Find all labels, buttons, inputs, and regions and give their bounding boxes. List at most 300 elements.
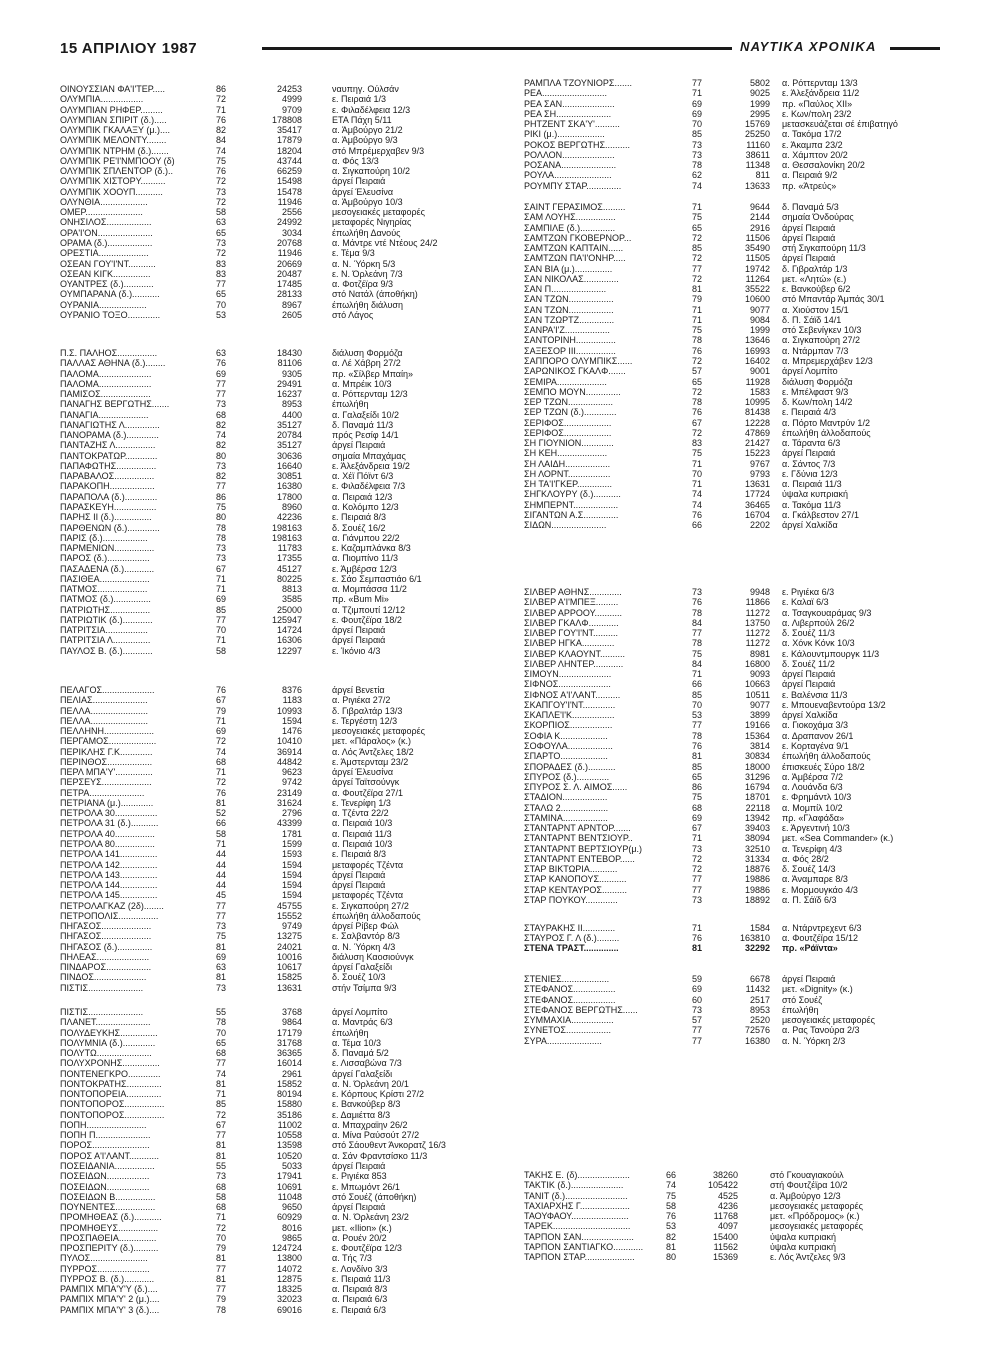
build-year: 74 bbox=[216, 430, 227, 441]
ship-name: ΠΟΛΥΜΝΙΑ (δ.)............. bbox=[60, 1037, 156, 1048]
ship-status: άργεί Πειραιά bbox=[782, 974, 836, 984]
ship-name: ΡΕΑ ΣΗ...................... bbox=[524, 108, 612, 119]
ship-status: πρός Ρεσίφ 14/1 bbox=[332, 430, 399, 441]
tonnage: 24253 bbox=[276, 84, 302, 94]
ship-name: ΣΑΜΤΖΩΝ ΠΑ'Ι'ΟΝΗΡ..... bbox=[524, 253, 626, 264]
ship-name: ΠΕΤΡΟΛΑ 145............... bbox=[60, 890, 158, 901]
ship-name: ΠΟΣΕΙΔΩΝ................. bbox=[60, 1171, 150, 1182]
ship-status: άργεί Χαλκίδα bbox=[782, 710, 838, 721]
ship-status: α. Άμβέρσα 7/2 bbox=[782, 771, 843, 782]
build-year: 57 bbox=[692, 1015, 703, 1026]
ship-name: ΠΑΤΡΙΤΣΙΑ Λ............... bbox=[60, 635, 151, 646]
ship-status: στό Σάουθεντ Άνκορατζ 16/3 bbox=[332, 1140, 446, 1151]
tonnage: 16704 bbox=[744, 509, 770, 520]
build-year: 72 bbox=[216, 1109, 227, 1120]
tonnage: 16640 bbox=[276, 460, 302, 471]
ship-status: δ. Π. Σάϊδ 14/1 bbox=[782, 314, 842, 325]
tonnage: 1594 bbox=[281, 890, 302, 901]
build-year: 70 bbox=[692, 468, 703, 479]
build-year: 75 bbox=[216, 155, 227, 166]
build-year: 76 bbox=[692, 345, 703, 356]
ship-name: ΠΑΝΤΟΚΡΑΤΩΡ............. bbox=[60, 450, 158, 461]
ship-status: δ. Παναμά 5/3 bbox=[782, 202, 839, 212]
build-year: 73 bbox=[216, 186, 227, 197]
tonnage: 15498 bbox=[276, 176, 302, 187]
ship-name: ΡΟΚΟΣ ΒΕΡΓΩΤΗΣ.......... bbox=[524, 139, 631, 150]
tonnage: 18876 bbox=[744, 864, 770, 874]
ship-name: ΣΙΛΒΕΡ ΓΟΥ'Ι'ΝΤ.......... bbox=[524, 628, 619, 639]
build-year: 74 bbox=[216, 145, 227, 156]
tonnage: 20784 bbox=[276, 430, 302, 441]
ship-status: άργεί Πειραιά bbox=[332, 635, 386, 646]
ship-status: ε. Τενερίφη 1/3 bbox=[332, 797, 391, 808]
tonnage: 38260 bbox=[712, 1170, 738, 1180]
ship-status: α. Μπρεμερχάβεν 12/3 bbox=[782, 355, 873, 366]
ship-status: α. Σάν Φραντσίσκο 11/3 bbox=[332, 1150, 428, 1161]
tonnage: 35490 bbox=[744, 243, 770, 254]
ship-name: ΠΟΡΟΣ....................... bbox=[60, 1140, 150, 1151]
tonnage: 10511 bbox=[745, 689, 770, 700]
build-year: 66 bbox=[692, 520, 703, 531]
ship-name: ΟΡΑ'Ι'ΟΝ...................... bbox=[60, 227, 153, 238]
ship-status: α. Μπαχραϊην 26/2 bbox=[332, 1119, 408, 1130]
ship-name: ΣΗΓΚΛΟΥΡΥ (δ.)........... bbox=[524, 489, 621, 500]
ship-name: ΠΕΤΡΑ...................... bbox=[60, 787, 145, 798]
ship-status: άργεί Πειραιά bbox=[332, 869, 386, 880]
ship-status: μετασκευάζεται σέ έπιβατηγό bbox=[782, 119, 898, 130]
build-year: 77 bbox=[692, 1035, 703, 1046]
ship-status: δ. Παναμά 11/3 bbox=[332, 419, 394, 430]
ship-name: ΠΕΡΙΝΘΟΣ.................. bbox=[60, 756, 153, 767]
tonnage: 4236 bbox=[717, 1200, 738, 1211]
ship-status: ε. Φουτζέϊρα 18/2 bbox=[332, 614, 402, 625]
build-year: 86 bbox=[216, 491, 227, 502]
ship-status: α. Ν. Ύόρκη 2/3 bbox=[782, 1035, 846, 1046]
ship-name: ΠΟΛΥΔΕΥΚΗΣ............... bbox=[60, 1027, 158, 1038]
ship-status: α. Γιάνμπου 22/2 bbox=[332, 532, 400, 543]
ship-status: ε. Πειραιά 6/3 bbox=[332, 1304, 387, 1315]
tonnage: 15400 bbox=[712, 1231, 738, 1242]
build-year: 68 bbox=[692, 802, 703, 813]
ship-status: ε. Σαλβαντόρ 8/3 bbox=[332, 931, 400, 942]
ship-status: ε. Άλεξάνδρεια 11/2 bbox=[782, 88, 860, 99]
tonnage: 30636 bbox=[276, 450, 302, 461]
ship-name: ΠΑΜΙΣΟΣ.................... bbox=[60, 389, 151, 400]
ship-name: ΠΗΓΑΣΟΣ.................... bbox=[60, 931, 152, 942]
ship-name: ΟΥΡΑΝΙΑ................... bbox=[60, 299, 147, 310]
build-year: 78 bbox=[692, 335, 703, 346]
ship-name: ΠΙΝΔΑΡΟΣ.................. bbox=[60, 962, 152, 973]
ship-status: μεταφορές Νιγηρίας bbox=[332, 217, 412, 228]
ship-status: άργεί Βενετία bbox=[332, 685, 385, 695]
ship-name: ΟΛΥΜΠΙΚ ΣΠΛΕΝΤΟΡ (δ.).. bbox=[60, 166, 173, 177]
ship-name: ΣΤΑΝΤΑΡΝΤ ΒΕΝΤΣΙΟΥΡ.. bbox=[524, 833, 633, 844]
tonnage: 8960 bbox=[281, 501, 302, 512]
build-year: 70 bbox=[216, 299, 227, 310]
tonnage: 38611 bbox=[745, 149, 770, 160]
ship-name: ΣΑΝ ΒΙΑ (μ.)............... bbox=[524, 263, 613, 274]
build-year: 77 bbox=[216, 1263, 227, 1274]
ship-name: ΟΛΥΜΠΙΑΝ ΣΠΙΡΙΤ (δ.)..... bbox=[60, 114, 167, 125]
tonnage: 13633 bbox=[744, 180, 770, 191]
tonnage: 9001 bbox=[749, 366, 770, 377]
build-year: 77 bbox=[692, 628, 703, 639]
build-year: 72 bbox=[692, 355, 703, 366]
tonnage: 18892 bbox=[744, 894, 770, 905]
build-year: 66 bbox=[692, 679, 703, 690]
build-year: 81 bbox=[216, 1140, 227, 1151]
tonnage: 2517 bbox=[749, 994, 770, 1005]
ship-name: ΠΑΛΛΑΣ ΑΘΗΝΑ (δ.)........ bbox=[60, 358, 166, 369]
ship-status: ε. Κάλουντμπουργκ 11/3 bbox=[782, 648, 880, 659]
ship-name: ΟΛΥΜΠΙΚ ΝΤΡΗΜ (δ.)....... bbox=[60, 145, 169, 156]
ship-status: ε. Σιγκαπούρη 27/2 bbox=[332, 900, 409, 911]
build-year: 76 bbox=[216, 358, 227, 369]
tonnage: 11272 bbox=[745, 607, 770, 618]
tonnage: 1594 bbox=[281, 880, 302, 891]
build-year: 77 bbox=[216, 1130, 227, 1141]
ship-status: πρ. «Bum Mi» bbox=[332, 594, 389, 605]
ship-status: μεταφορές Τζέντα bbox=[332, 890, 404, 901]
tonnage: 11505 bbox=[745, 253, 770, 264]
build-year: 72 bbox=[216, 248, 227, 259]
ship-name: ΟΛΥΜΠΙΑ................. bbox=[60, 94, 144, 105]
build-year: 77 bbox=[216, 614, 227, 625]
tonnage: 11348 bbox=[745, 160, 770, 171]
ship-name: ΟΥΡΑΝΙΟ ΤΟΞΟ............. bbox=[60, 309, 161, 320]
tonnage: 18701 bbox=[744, 792, 770, 803]
ship-status: ΕΤΑ Πάχη 5/11 bbox=[332, 114, 392, 125]
tonnage: 2916 bbox=[749, 222, 770, 233]
ship-status: ε. Λονδίνο 3/3 bbox=[332, 1263, 388, 1274]
tonnage: 81106 bbox=[277, 358, 302, 369]
ship-status: διάλυση Φορμόζα bbox=[332, 348, 403, 358]
build-year: 53 bbox=[216, 309, 227, 320]
ship-status: άργεί Πειραιά bbox=[782, 232, 836, 243]
ship-name: ΠΕΤΡΟΛΑ 30................. bbox=[60, 808, 158, 819]
tonnage: 25250 bbox=[744, 129, 770, 140]
ship-status: πρ. «Άτρεύς» bbox=[782, 180, 837, 191]
ship-name: ΣΙΛΒΕΡ ΓΚΑΛΦ............ bbox=[524, 617, 619, 628]
build-year: 81 bbox=[216, 1150, 227, 1161]
build-year: 58 bbox=[216, 645, 227, 656]
build-year: 70 bbox=[216, 1232, 227, 1243]
tonnage: 10558 bbox=[276, 1130, 302, 1141]
build-year: 76 bbox=[216, 787, 227, 798]
ship-name: ΠΑΡΗΣ ΙΙ (δ.)............... bbox=[60, 512, 152, 523]
ship-name: Π.Σ. ΠΑΛΗΟΣ................ bbox=[60, 348, 158, 358]
build-year: 68 bbox=[216, 756, 227, 767]
build-year: 73 bbox=[216, 399, 227, 410]
ship-name: ΠΑΛΟΜΑ..................... bbox=[60, 378, 152, 389]
header-rule bbox=[262, 47, 732, 50]
ship-name: ΣΗ ΓΙΟΥΝΙΟΝ............. bbox=[524, 438, 614, 449]
ship-status: ε. Μπέλφαστ 9/3 bbox=[782, 386, 849, 397]
build-year: 82 bbox=[216, 440, 227, 451]
ship-name: ΠΕΤΡΙΑΝΑ (μ.)............. bbox=[60, 797, 154, 808]
ship-name: ΣΕΡ ΤΖΩΝ (δ.)............. bbox=[524, 407, 617, 418]
ship-status: α. Τζιμπουτί 12/12 bbox=[332, 604, 406, 615]
tonnage: 15880 bbox=[276, 1099, 302, 1110]
tonnage: 1584 bbox=[749, 923, 770, 933]
ship-name: ΡΗΤΖΕΝΤ ΣΚΑ'Υ'.......... bbox=[524, 119, 620, 130]
ship-status: δ. Παναμά 5/2 bbox=[332, 1048, 389, 1059]
ship-name: ΤΑΡΕΚ............................... bbox=[524, 1221, 631, 1232]
tonnage: 9749 bbox=[281, 921, 302, 932]
ship-status: ε. Άλεξάνδρεια 19/2 bbox=[332, 460, 410, 471]
build-year: 81 bbox=[216, 1273, 227, 1284]
ship-status: δ. Σουέζ 14/3 bbox=[782, 864, 836, 874]
ship-status: α. Σάντος 7/3 bbox=[782, 458, 836, 469]
build-year: 76 bbox=[216, 166, 227, 177]
tonnage: 38094 bbox=[744, 833, 770, 844]
ship-status: α. Λός Άντζελες 18/2 bbox=[332, 746, 414, 757]
ship-status: άργεί Πειραιά bbox=[332, 625, 386, 636]
tonnage: 13631 bbox=[744, 479, 770, 490]
tonnage: 36465 bbox=[744, 499, 770, 510]
tonnage: 14072 bbox=[276, 1263, 302, 1274]
ship-name: ΠΑΝΤΑΖΗΣ Λ................ bbox=[60, 440, 156, 451]
ship-name: ΠΙΣΤΙΣ...................... bbox=[60, 982, 144, 993]
tonnage: 9025 bbox=[749, 88, 770, 99]
ship-status: α. Γαλαξείδι 10/2 bbox=[332, 409, 399, 420]
tonnage: 8953 bbox=[749, 1004, 770, 1015]
ship-status: ε. Βανκούβερ 6/2 bbox=[782, 284, 851, 295]
ship-status: έπωλήθη Δανούς bbox=[332, 227, 401, 238]
tonnage: 11768 bbox=[713, 1211, 738, 1222]
build-year: 58 bbox=[666, 1200, 677, 1211]
tonnage: 10520 bbox=[276, 1150, 302, 1161]
build-year: 75 bbox=[692, 648, 703, 659]
ship-status: α. Δραπανον 26/1 bbox=[782, 730, 854, 741]
ship-status: στό Νατάλ (άποθήκη) bbox=[332, 289, 418, 300]
ship-status: διάλυση Φορμόζα bbox=[782, 376, 853, 387]
ship-name: ΤΑΚΤΙΚ (δ.)..................... bbox=[524, 1180, 624, 1191]
ship-status: έπωλήθη bbox=[782, 1004, 819, 1015]
build-year: 73 bbox=[692, 587, 703, 597]
ship-status: ε. Άμβέρσα 12/3 bbox=[332, 563, 397, 574]
ship-status: α. Ρόττερνταμ 12/3 bbox=[332, 389, 408, 400]
ship-status: ε. Φουτζέϊρα 12/3 bbox=[332, 1243, 402, 1254]
build-year: 60 bbox=[692, 994, 703, 1005]
build-year: 53 bbox=[692, 710, 703, 721]
build-year: 69 bbox=[216, 951, 227, 962]
tonnage: 13598 bbox=[276, 1140, 302, 1151]
build-year: 75 bbox=[692, 325, 703, 336]
tonnage: 15852 bbox=[276, 1078, 302, 1089]
ship-name: ΣΑΝ Π...................... bbox=[524, 284, 607, 295]
build-year: 73 bbox=[216, 543, 227, 554]
build-year: 75 bbox=[692, 212, 703, 223]
tonnage: 1781 bbox=[281, 828, 302, 839]
ship-status: σημαία Όνδούρας bbox=[782, 212, 854, 223]
ship-name: ΠΕΡΙΚΛΗΣ Γ.Κ............. bbox=[60, 746, 153, 757]
ship-status: πρ. «Γλαφάδα» bbox=[782, 812, 845, 823]
ship-name: ΣΤΑΔΙΟΝ.................. bbox=[524, 792, 608, 803]
ship-name: ΠΟΣΕΙΔΩΝ................. bbox=[60, 1181, 150, 1192]
tonnage: 31768 bbox=[276, 1037, 302, 1048]
tonnage: 1583 bbox=[749, 386, 770, 397]
tonnage: 11048 bbox=[277, 1191, 302, 1202]
ship-status: άργεί Γαλαξείδι bbox=[332, 1068, 393, 1079]
build-year: 71 bbox=[692, 202, 703, 212]
ship-status: α. Φός 28/2 bbox=[782, 853, 829, 864]
ship-name: ΡΑΜΠΙΧ ΜΠΑ'Υ'Υ (δ.).... bbox=[60, 1284, 158, 1295]
build-year: 85 bbox=[216, 1099, 227, 1110]
ship-status: α. Φός 13/3 bbox=[332, 155, 379, 166]
ship-name: ΟΥΜΠΑΡΑΝΑ (δ.)........... bbox=[60, 289, 160, 300]
tonnage: 1999 bbox=[749, 98, 770, 109]
ship-status: ε. Μορμουγκάο 4/3 bbox=[782, 884, 858, 895]
ship-status: έπωλήθη άλλοδαπούς bbox=[782, 427, 871, 438]
ship-name: ΠΛΑΝΕΤ...................... bbox=[60, 1017, 151, 1028]
build-year: 55 bbox=[216, 1007, 227, 1017]
tonnage: 125947 bbox=[271, 614, 302, 625]
ship-name: ΟΛΥΜΠΙΚ ΜΕΛΟΝΤΥ........ bbox=[60, 135, 167, 146]
build-year: 83 bbox=[216, 268, 227, 279]
tonnage: 22118 bbox=[745, 802, 770, 813]
ship-name: ΣΑΞΕΣΟΡ ΙΙΙ................ bbox=[524, 345, 616, 356]
tonnage: 17724 bbox=[744, 489, 770, 500]
ship-name: ΤΑΝΙΤ (δ.)......................... bbox=[524, 1190, 628, 1201]
ship-status: ύψαλα κυπριακή bbox=[782, 489, 849, 500]
tonnage: 8953 bbox=[281, 399, 302, 410]
tonnage: 9644 bbox=[749, 202, 770, 212]
ship-name: ΟΙΝΟΥΣΣΙΑΝ ΦΑ'Ι'ΤΕΡ..... bbox=[60, 84, 166, 94]
ship-status: α. Μομπάσσα 11/2 bbox=[332, 584, 407, 595]
ship-status: μεσογειακές μεταφορές bbox=[770, 1200, 863, 1211]
tonnage: 2144 bbox=[749, 212, 770, 223]
tonnage: 9767 bbox=[749, 458, 770, 469]
build-year: 72 bbox=[216, 1222, 227, 1233]
ship-name: ΣΕΡΙΦΟΣ................... bbox=[524, 417, 612, 428]
tonnage: 15369 bbox=[712, 1252, 738, 1263]
ship-name: ΣΑΝ ΤΖΩΡΤΖ.............. bbox=[524, 314, 615, 325]
tonnage: 10993 bbox=[276, 705, 302, 716]
ship-name: ΠΕΤΡΟΛΑ 144............... bbox=[60, 880, 158, 891]
tonnage: 11506 bbox=[745, 232, 770, 243]
build-year: 67 bbox=[216, 695, 227, 706]
ship-name: ΡΟΛΛΟΝ..................... bbox=[524, 149, 615, 160]
tonnage: 6678 bbox=[749, 974, 770, 984]
ship-name: ΤΑΧΙΑΡΧΗΣ Γ.................... bbox=[524, 1200, 630, 1211]
ship-status: άργεί Ρίβερ Φώλ bbox=[332, 921, 399, 932]
ship-status: άργεί Πειραιά bbox=[782, 222, 836, 233]
tonnage: 9093 bbox=[749, 669, 770, 680]
ship-name: ΠΙΣΤΙΣ...................... bbox=[60, 1007, 144, 1017]
tonnage: 15364 bbox=[744, 730, 770, 741]
build-year: 67 bbox=[692, 417, 703, 428]
build-year: 66 bbox=[666, 1170, 677, 1180]
build-year: 75 bbox=[216, 931, 227, 942]
tonnage: 198163 bbox=[271, 532, 302, 543]
tonnage: 20487 bbox=[276, 268, 302, 279]
ship-status: α. Πειραιά 11/3 bbox=[332, 828, 392, 839]
ship-name: ΠΑΥΛΟΣ Β. (δ.)............ bbox=[60, 645, 153, 656]
ship-status: ε. Καζαμπλάνκα 8/3 bbox=[332, 543, 411, 554]
ship-name: ΠΑΤΜΟΣ (δ.)............... bbox=[60, 594, 151, 605]
tonnage: 15223 bbox=[744, 448, 770, 459]
ship-name: ΠΟΝΤΟΠΟΡΟΣ................ bbox=[60, 1109, 165, 1120]
ship-name: ΠΑΝΟΡΑΜΑ (δ.)............. bbox=[60, 430, 159, 441]
ship-status: α. Τάραντα 6/3 bbox=[782, 438, 841, 449]
build-year: 77 bbox=[216, 900, 227, 911]
tonnage: 28133 bbox=[276, 289, 302, 300]
build-year: 76 bbox=[692, 933, 703, 944]
tonnage: 16380 bbox=[276, 481, 302, 492]
tonnage: 35127 bbox=[276, 440, 302, 451]
tonnage: 31334 bbox=[744, 853, 770, 864]
ship-name: ΣΑΜ ΛΟΥΗΣ................ bbox=[524, 212, 616, 223]
ship-name: ΣΙΛΒΕΡ ΑΡΡΟΟΥ........... bbox=[524, 607, 623, 618]
build-year: 71 bbox=[692, 669, 703, 680]
build-year: 74 bbox=[216, 1068, 227, 1079]
build-year: 67 bbox=[216, 1119, 227, 1130]
tonnage: 5802 bbox=[749, 78, 770, 88]
build-year: 80 bbox=[216, 450, 227, 461]
ship-name: ΡΕΑ ΣΑΝ..................... bbox=[524, 98, 615, 109]
tonnage: 24992 bbox=[276, 217, 302, 228]
build-year: 71 bbox=[692, 479, 703, 490]
build-year: 63 bbox=[216, 348, 227, 358]
ship-name: ΠΑΡΑΒΑΛΟΣ................ bbox=[60, 471, 155, 482]
build-year: 53 bbox=[666, 1221, 677, 1232]
build-year: 66 bbox=[216, 818, 227, 829]
ship-status: πρ. «Ράϊντα» bbox=[782, 943, 838, 953]
ship-name: ΠΕΛΛΗΝΗ.................... bbox=[60, 726, 155, 737]
ship-status: έπωλήθη άλλοδαπούς bbox=[782, 751, 871, 762]
build-year: 81 bbox=[666, 1241, 677, 1252]
ship-status: ε. Πειραιά 11/3 bbox=[332, 1273, 391, 1284]
ship-name: ΠΑΡΜΕΝΙΩΝ................ bbox=[60, 543, 155, 554]
tonnage: 3899 bbox=[749, 710, 770, 721]
build-year: 72 bbox=[692, 253, 703, 264]
ship-name: ΠΟΡΟΣ Α'Ι'ΛΑΝΤ............ bbox=[60, 1150, 160, 1161]
build-year: 75 bbox=[216, 501, 227, 512]
ship-name: ΠΑΤΡΙΤΣΙΑ................. bbox=[60, 625, 148, 636]
tonnage: 8813 bbox=[281, 584, 302, 595]
ship-status: ε. Λισσαβώνα 7/3 bbox=[332, 1058, 402, 1069]
tonnage: 45127 bbox=[276, 563, 302, 574]
build-year: 58 bbox=[216, 1191, 227, 1202]
build-year: 72 bbox=[216, 176, 227, 187]
build-year: 58 bbox=[216, 207, 227, 218]
tonnage: 39403 bbox=[744, 823, 770, 834]
build-year: 81 bbox=[692, 284, 703, 295]
ship-status: στή Φουτζέϊρα 10/2 bbox=[770, 1180, 848, 1191]
ship-name: ΣΙΛΒΕΡ Α'Ι'ΜΠΕΞ......... bbox=[524, 597, 619, 608]
ship-status: δ. Γιβραλτάρ 13/3 bbox=[332, 705, 403, 716]
build-year: 73 bbox=[216, 460, 227, 471]
build-year: 77 bbox=[216, 378, 227, 389]
tonnage: 811 bbox=[755, 170, 770, 181]
ship-status: έπωλήθη διάλυση bbox=[332, 299, 403, 310]
ship-name: ΣΤΑΝΤΑΡΝΤ ΒΕΡΤΣΙΟΥΡ(μ.) bbox=[524, 843, 643, 854]
build-year: 72 bbox=[216, 94, 227, 105]
ship-name: ΣΗ ΛΑΙΔΗ.................. bbox=[524, 458, 611, 469]
ship-name: ΠΕΤΡΟΛΑ 142............... bbox=[60, 859, 158, 870]
ship-status: α. Μπρέικ 10/3 bbox=[332, 378, 392, 389]
ship-name: ΠΑΝΑΓΙΑ.................... bbox=[60, 409, 149, 420]
ship-name: ΠΕΤΡΟΛΑ 80................ bbox=[60, 838, 155, 849]
ship-status: α. Φοτζέϊρα 9/3 bbox=[332, 279, 394, 290]
build-year: 68 bbox=[216, 1202, 227, 1213]
ship-status: α. Φουτζέϊρα 15/12 bbox=[782, 933, 859, 944]
tonnage: 20669 bbox=[276, 258, 302, 269]
ship-status: α. Άμβούργο 12/3 bbox=[770, 1190, 841, 1201]
ship-status: στήν Τσίμπα 9/3 bbox=[332, 982, 397, 993]
tonnage: 80225 bbox=[276, 573, 302, 584]
